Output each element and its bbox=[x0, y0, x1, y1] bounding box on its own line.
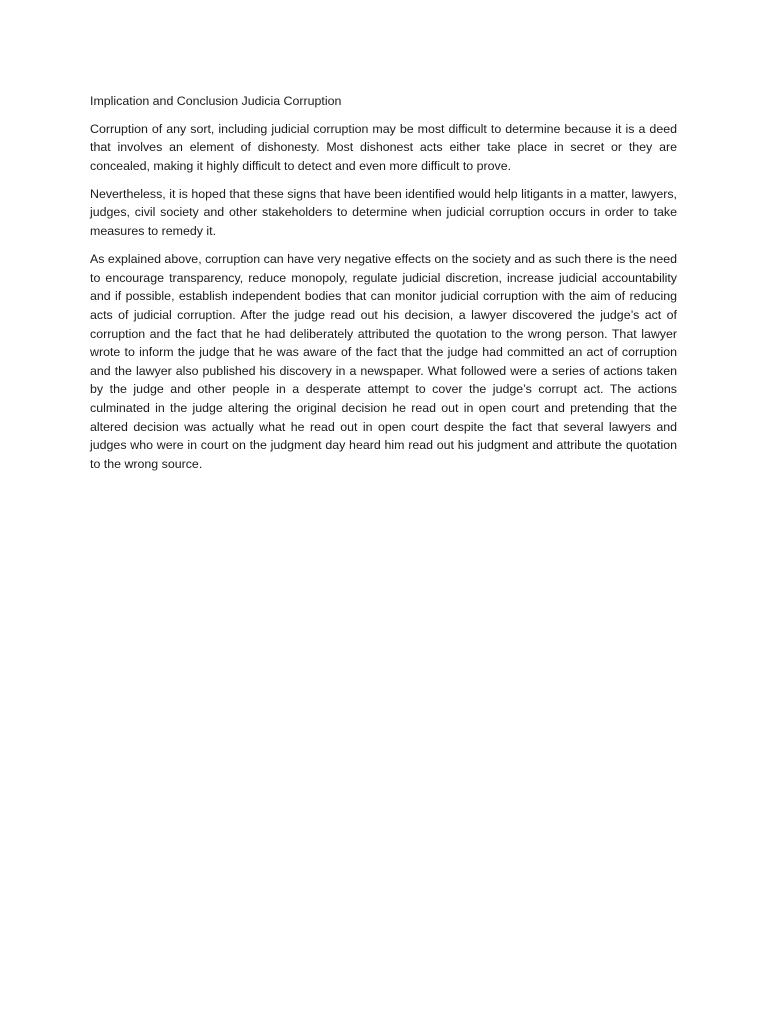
paragraph-1: Corruption of any sort, including judicial corruption may be most difficult to determine because it is a deed that involves an element of dishonesty. Most dishonest acts either take place in secret or they are concealed, making it highly difficult to detect and even more difficult to prove. bbox=[90, 121, 677, 173]
paragraph-2: Nevertheless, it is hoped that these signs that have been identified would help litigants in a matter, lawyers, judges, civil society and other stakeholders to determine when judicial corruption occurs in order to take measures to remedy it. bbox=[90, 186, 677, 239]
paragraph-3: As explained above, corruption can have very negative effects on the society and as such there is the need to encourage transparency, reduce monopoly, regulate judicial discretion, increase judicial accountability and if possible, establish independent bodies that can monitor judicial corruption with the aim of reducing acts of judicial corruption. After the judge read out his decision, a lawyer discovered the judge’s act of corruption and the fact that he had deliberately attributed the quotation to the wrong person. That lawyer wrote to inform the judge that he was aware of the fact that the judge had committed an act of corruption and the lawyer also published his discovery in a newspaper. What followed were a series of actions taken by the judge and other people in a desperate attempt to cover the judge’s corrupt act. The actions culminated in the judge altering the original decision he read out in open court and pretending that the altered decision was actually what he read out in open court despite the fact that several lawyers and judges who were in court on the judgment day heard him read out his judgment and attribute the quotation to the wrong source. bbox=[90, 252, 677, 471]
document-body bbox=[90, 92, 677, 483]
document-title: Implication and Conclusion Judicia Corruption bbox=[90, 94, 342, 108]
